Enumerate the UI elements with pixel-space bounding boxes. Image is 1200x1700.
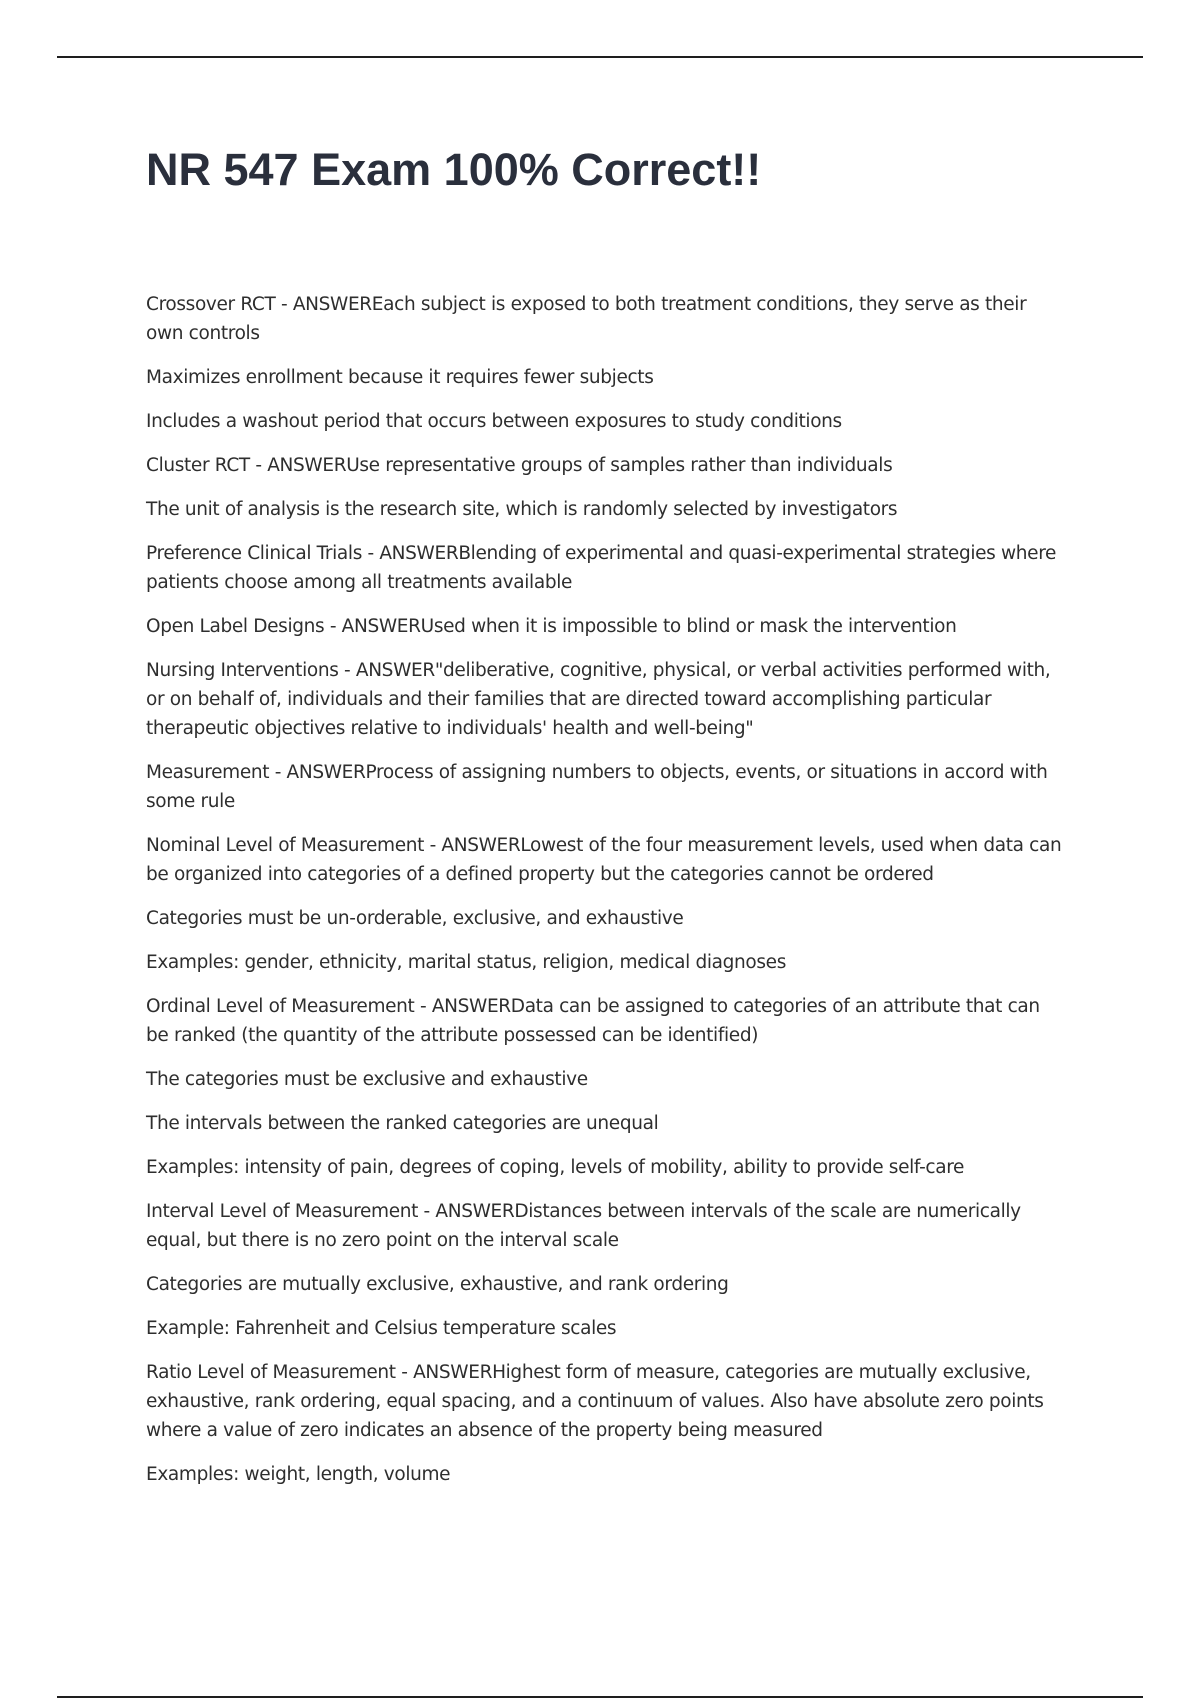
paragraph: Ratio Level of Measurement - ANSWERHighest form of measure, categories are mutually exclusive, exhaustive, rank ordering, equal spacing, and a continuum of values. Also have absolute zero points where a value of zero indicates an absence of the property being measured: [146, 1362, 1044, 1441]
page-title: NR 547 Exam 100% Correct!!: [146, 144, 762, 195]
paragraph: Interval Level of Measurement - ANSWERDistances between intervals of the scale are numerically equal, but there is no zero point on the interval scale: [146, 1201, 1021, 1251]
paragraph: Open Label Designs - ANSWERUsed when it is impossible to blind or mask the intervention: [146, 616, 957, 637]
document-body: [146, 290, 1062, 1504]
paragraph: Measurement - ANSWERProcess of assigning numbers to objects, events, or situations in accord with some rule: [146, 762, 1048, 812]
paragraph: Categories must be un-orderable, exclusive, and exhaustive: [146, 908, 684, 929]
paragraph: Maximizes enrollment because it requires fewer subjects: [146, 367, 654, 388]
paragraph: Example: Fahrenheit and Celsius temperature scales: [146, 1318, 617, 1339]
paragraph: Examples: gender, ethnicity, marital status, religion, medical diagnoses: [146, 952, 787, 973]
paragraph: Examples: weight, length, volume: [146, 1464, 451, 1485]
top-divider: [57, 56, 1143, 58]
paragraph: Ordinal Level of Measurement - ANSWERData can be assigned to categories of an attribute that can be ranked (the quantity of the attribute possessed can be identified): [146, 996, 1040, 1046]
paragraph: The unit of analysis is the research site, which is randomly selected by investigators: [146, 499, 898, 520]
paragraph: The intervals between the ranked categories are unequal: [146, 1113, 659, 1134]
paragraph: Includes a washout period that occurs between exposures to study conditions: [146, 411, 842, 432]
paragraph: Categories are mutually exclusive, exhaustive, and rank ordering: [146, 1274, 729, 1295]
paragraph: The categories must be exclusive and exhaustive: [146, 1069, 588, 1090]
paragraph: Crossover RCT - ANSWEREach subject is exposed to both treatment conditions, they serve as their own controls: [146, 294, 1027, 344]
bottom-divider: [57, 1696, 1143, 1698]
paragraph: Cluster RCT - ANSWERUse representative groups of samples rather than individuals: [146, 455, 893, 476]
paragraph: Preference Clinical Trials - ANSWERBlending of experimental and quasi-experimental strategies where patients choose among all treatments available: [146, 543, 1057, 593]
paragraph: Nominal Level of Measurement - ANSWERLowest of the four measurement levels, used when data can be organized into categories of a defined property but the categories cannot be ordered: [146, 835, 1062, 885]
paragraph: Examples: intensity of pain, degrees of coping, levels of mobility, ability to provide self-care: [146, 1157, 965, 1178]
paragraph: Nursing Interventions - ANSWER"deliberative, cognitive, physical, or verbal activities performed with, or on behalf of, individuals and their families that are directed toward accomplishing particular therapeutic objectives relative to individuals' health and well-being": [146, 660, 1051, 739]
